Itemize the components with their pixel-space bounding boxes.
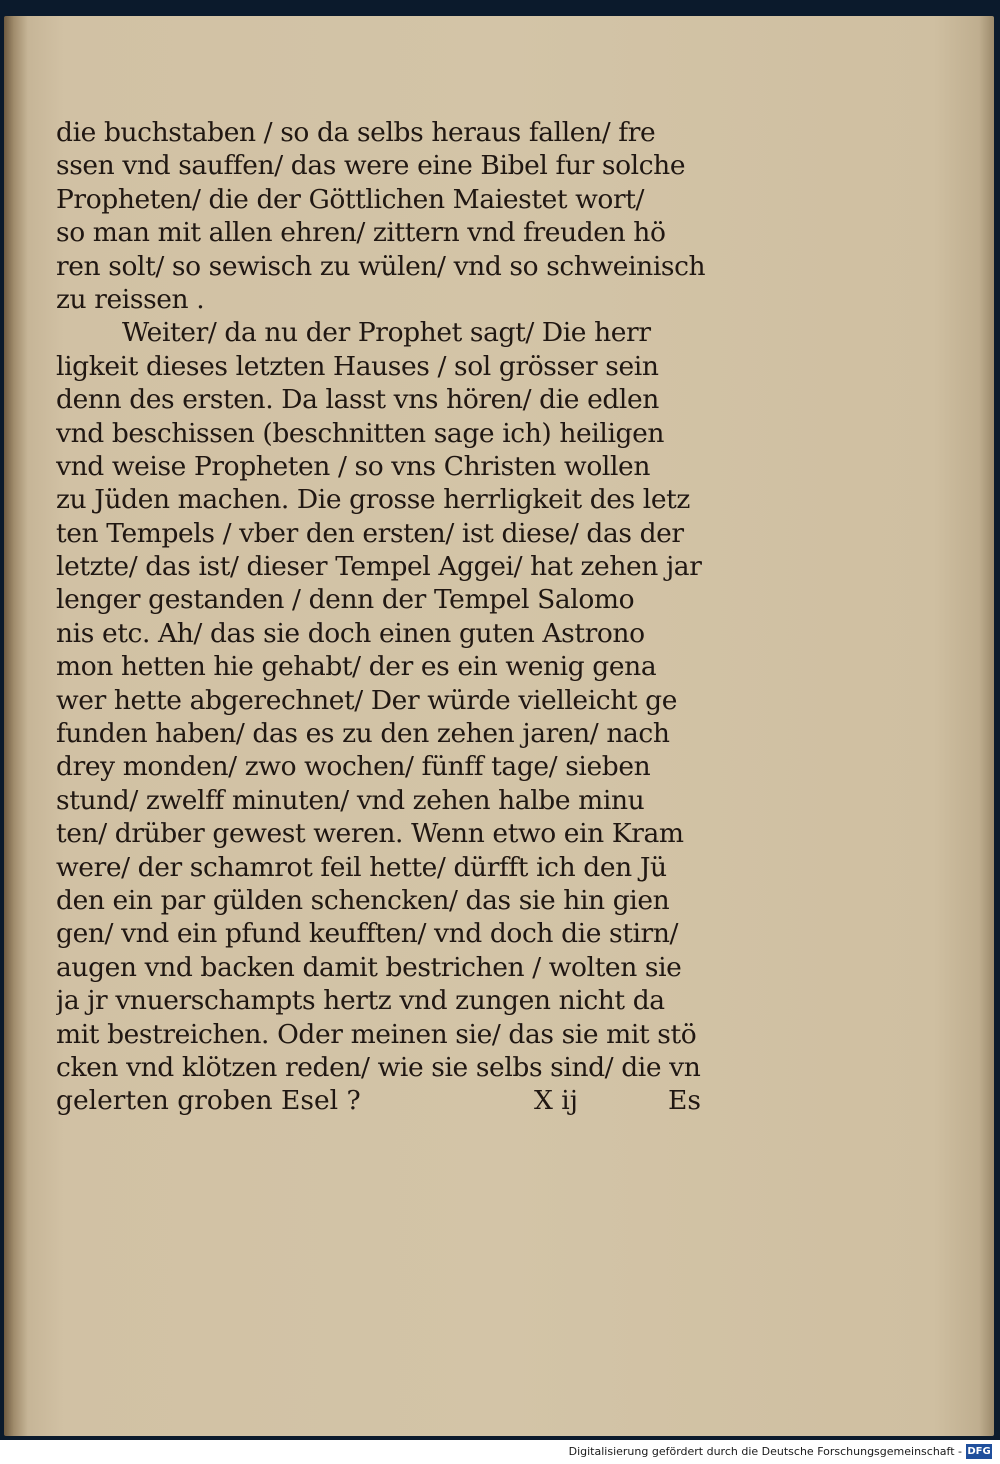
text-line: denn des ersten. Da lasst vns hören/ die edlen bbox=[56, 384, 659, 416]
text-line: lenger gestanden / denn der Tempel Salomo bbox=[56, 584, 635, 616]
text-line: so man mit allen ehren/ zittern vnd freuden hö bbox=[56, 217, 666, 249]
text-block bbox=[56, 116, 746, 1118]
text-line: were/ der schamrot feil hette/ dürfft ich den Jü bbox=[56, 851, 667, 883]
text-line: ten/ drüber gewest weren. Wenn etwo ein Kram bbox=[56, 818, 684, 850]
text-line: zu Jüden machen. Die grosse herrligkeit des letz bbox=[56, 484, 690, 516]
book-page bbox=[4, 16, 994, 1436]
last-line-row bbox=[56, 1084, 746, 1118]
text-line: drey monden/ zwo wochen/ fünff tage/ sieben bbox=[56, 751, 651, 783]
text-line: cken vnd klötzen reden/ wie sie selbs sind/ die vn bbox=[56, 1051, 701, 1083]
text-line: den ein par gülden schencken/ das sie hin gien bbox=[56, 884, 670, 916]
text-line: Weiter/ da nu der Prophet sagt/ Die herr bbox=[122, 317, 651, 349]
text-line: ssen vnd sauffen/ das were eine Bibel fur solche bbox=[56, 150, 686, 182]
text-line: wer hette abgerechnet/ Der würde vielleicht ge bbox=[56, 684, 678, 716]
text-line: ten Tempels / vber den ersten/ ist diese/ das der bbox=[56, 517, 684, 549]
text-line: mon hetten hie gehabt/ der es ein wenig gena bbox=[56, 651, 657, 683]
text-line: stund/ zwelff minuten/ vnd zehen halbe minu bbox=[56, 784, 645, 816]
credit-bar bbox=[0, 1440, 1000, 1464]
funding-credit: Digitalisierung gefördert durch die Deutsche Forschungsgemeinschaft - bbox=[568, 1445, 962, 1458]
text-line: ren solt/ so sewisch zu wülen/ vnd so schweinisch bbox=[56, 250, 706, 282]
text-line: ligkeit dieses letzten Hauses / sol grösser sein bbox=[56, 350, 659, 382]
signature-mark: X ij bbox=[534, 1085, 578, 1117]
text-line: funden haben/ das es zu den zehen jaren/ nach bbox=[56, 718, 670, 750]
text-line: mit bestreichen. Oder meinen sie/ das sie mit stö bbox=[56, 1018, 697, 1050]
text-line: zu reissen . bbox=[56, 283, 205, 315]
text-line: augen vnd backen damit bestrichen / wolten sie bbox=[56, 951, 682, 983]
text-line: ja jr vnuerschampts hertz vnd zungen nicht da bbox=[56, 985, 665, 1017]
text-line: die buchstaben / so da selbs heraus fallen/ fre bbox=[56, 117, 656, 148]
dfg-logo: DFG bbox=[967, 1446, 991, 1457]
text-line: gen/ vnd ein pfund keufften/ vnd doch die stirn/ bbox=[56, 918, 679, 950]
catchword: Es bbox=[668, 1085, 701, 1117]
text-line: vnd weise Propheten / so vns Christen wollen bbox=[56, 450, 650, 482]
text-line: vnd beschissen (beschnitten sage ich) heiligen bbox=[56, 417, 665, 449]
text-line: nis etc. Ah/ das sie doch einen guten Astrono bbox=[56, 617, 645, 649]
text-line: Propheten/ die der Göttlichen Maiestet wort/ bbox=[56, 183, 645, 215]
text-line: letzte/ das ist/ dieser Tempel Aggei/ hat zehen jar bbox=[56, 551, 702, 583]
last-text-line: gelerten groben Esel ? bbox=[56, 1085, 361, 1117]
